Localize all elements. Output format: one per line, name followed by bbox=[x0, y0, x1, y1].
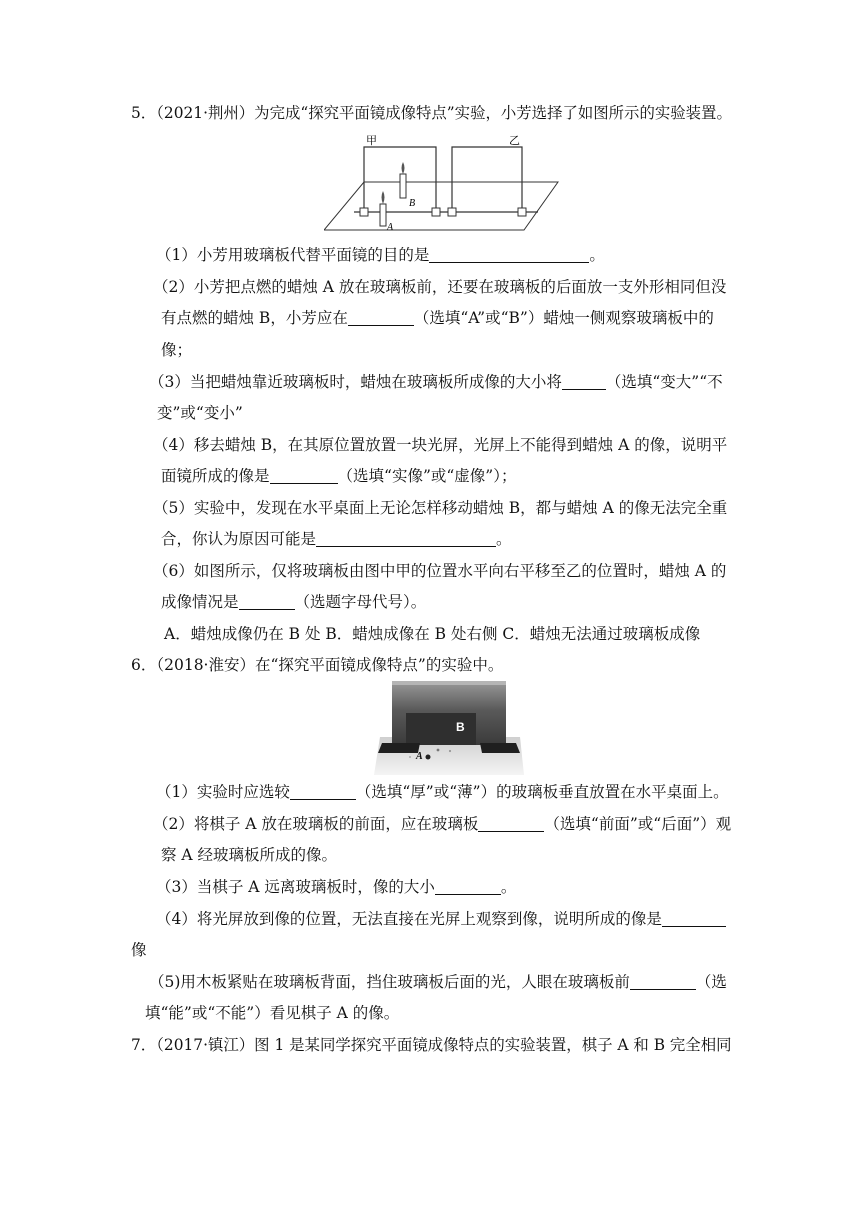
q7-stem: 7．（2017·镇江）图 1 是某同学探究平面镜成像特点的实验装置，棋子 A 和 B 完全相同 bbox=[131, 1036, 732, 1054]
q5-part5-line1: （5）实验中，发现在水平桌面上无论怎样移动蜡烛 B，都与蜡烛 A 的像无法完全重 bbox=[153, 499, 728, 517]
q5-part4-blank[interactable] bbox=[270, 467, 338, 484]
q5-part6-line2: 成像情况是 （选题字母代号）。 bbox=[161, 593, 427, 611]
q6-apparatus-photo bbox=[370, 675, 528, 775]
q6-part4-blank[interactable] bbox=[662, 910, 726, 927]
q5-part5-line2: 合，你认为原因可能是 。 bbox=[161, 530, 512, 548]
q5-part2-blank[interactable] bbox=[348, 309, 414, 326]
q6-part5-line1: （5)用木板紧贴在玻璃板背面，挡住玻璃板后面的光，人眼在玻璃板前 （选 bbox=[149, 973, 727, 991]
q5-fig-label-yi: 乙 bbox=[509, 134, 520, 147]
q6-part1: （1）实验时应选较 （选填“厚”或“薄”）的玻璃板垂直放置在水平桌面上。 bbox=[156, 783, 729, 801]
q5-part1-blank[interactable] bbox=[429, 246, 589, 263]
q6-part3-blank[interactable] bbox=[435, 878, 501, 895]
q5-part3-line1: （3）当把蜡烛靠近玻璃板时，蜡烛在玻璃板所成像的大小将 （选填“变大”“不 bbox=[149, 373, 723, 391]
q5-fig-label-jia: 甲 bbox=[366, 134, 377, 147]
q5-fig-label-a: A bbox=[387, 222, 394, 232]
q6-photo-label-a: A bbox=[416, 751, 423, 762]
q5-apparatus-figure bbox=[324, 134, 562, 232]
q5-part6-blank[interactable] bbox=[239, 593, 295, 610]
q5-part2-line1: （2）小芳把点燃的蜡烛 A 放在玻璃板前，还要在玻璃板的后面放一支外形相同但没 bbox=[153, 278, 727, 296]
q5-part5-blank[interactable] bbox=[316, 530, 496, 547]
q6-part4-line1: （4）将光屏放到像的位置，无法直接在光屏上观察到像，说明所成的像是 bbox=[156, 909, 726, 929]
q5-part4-line2: 面镜所成的像是 （选填“实像”或“虚像”）； bbox=[161, 467, 517, 485]
q5-part3-blank[interactable] bbox=[562, 373, 606, 390]
q5-fig-label-b: B bbox=[409, 198, 416, 209]
q6-part3: （3）当棋子 A 远离玻璃板时，像的大小 。 bbox=[156, 878, 517, 896]
q6-part2-line2: 察 A 经玻璃板所成的像。 bbox=[161, 846, 338, 864]
q5-part3-line2: 变”或“变小” bbox=[157, 404, 243, 422]
q5-part6-line1: （6）如图所示，仅将玻璃板由图中甲的位置水平向右平移至乙的位置时，蜡烛 A 的 bbox=[153, 562, 727, 580]
q5-part4-line1: （4）移去蜡烛 B，在其原位置放置一块光屏，光屏上不能得到蜡烛 A 的像，说明平 bbox=[153, 436, 728, 454]
q5-part2-line3: 像； bbox=[161, 341, 193, 359]
q5-part2-line2: 有点燃的蜡烛 B，小芳应在 （选填“A”或“B”）蜡烛一侧观察玻璃板中的 bbox=[161, 309, 714, 327]
q5-options: A．蜡烛成像仍在 B 处 B．蜡烛成像在 B 处右侧 C．蜡烛无法通过玻璃板成像 bbox=[164, 625, 701, 643]
q6-part2-line1: （2）将棋子 A 放在玻璃板的前面，应在玻璃板 （选填“前面”或“后面”）观 bbox=[153, 815, 732, 833]
q6-photo-label-b: B bbox=[456, 720, 465, 734]
q6-part1-blank[interactable] bbox=[290, 783, 356, 800]
q6-part2-blank[interactable] bbox=[478, 815, 544, 832]
q6-part5-line2: 填“能”或“不能”）看见棋子 A 的像。 bbox=[145, 1004, 400, 1022]
q6-part5-blank[interactable] bbox=[630, 973, 696, 990]
q6-stem: 6．（2018·淮安）在“探究平面镜成像特点”的实验中。 bbox=[131, 656, 504, 674]
q5-stem: 5．（2021·荆州）为完成“探究平面镜成像特点”实验，小芳选择了如图所示的实验装置。 bbox=[131, 104, 732, 122]
q6-part4-line2: 像 bbox=[131, 941, 147, 959]
q5-part1: （1）小芳用玻璃板代替平面镜的目的是 。 bbox=[156, 246, 605, 264]
